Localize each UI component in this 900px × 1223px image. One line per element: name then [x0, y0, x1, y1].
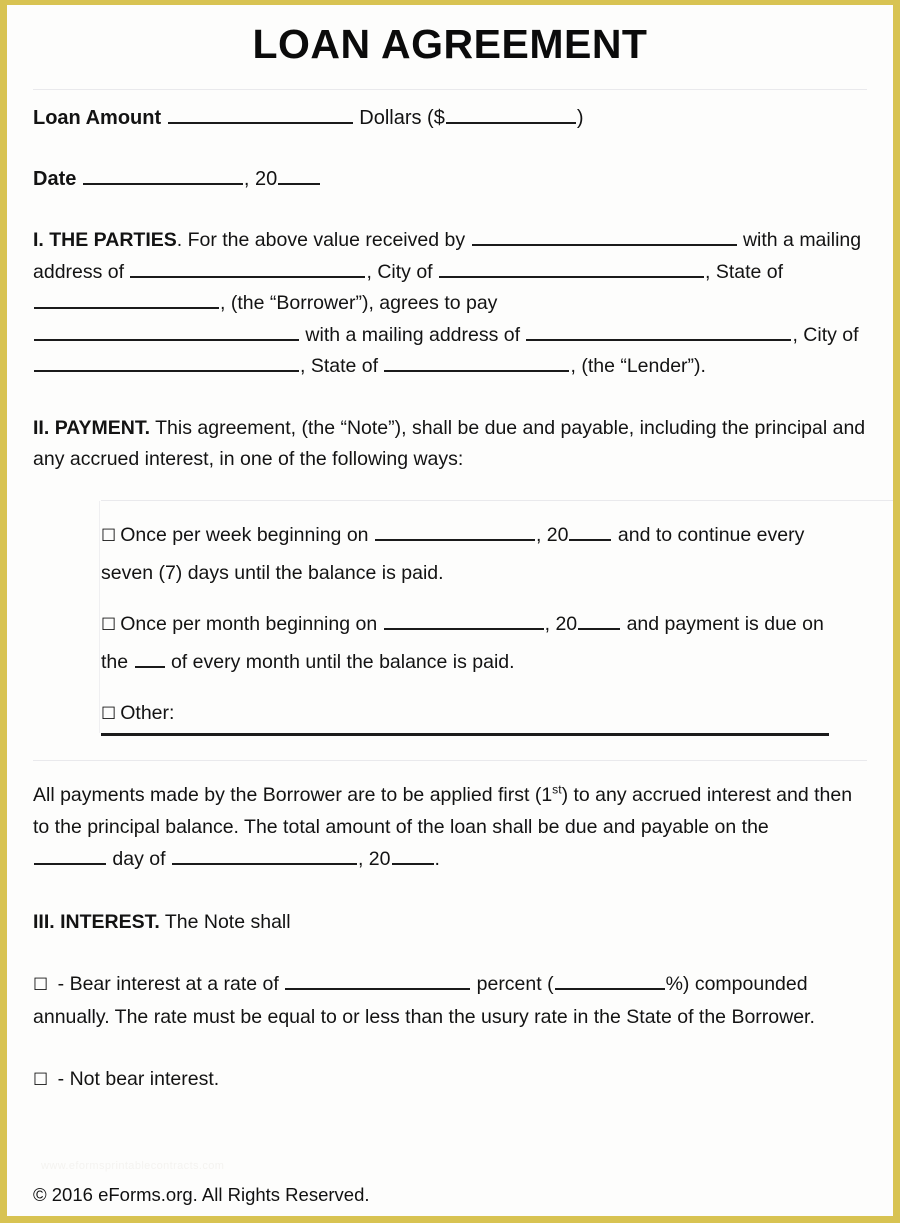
monthly-text-4: the — [101, 650, 129, 673]
weekly-text-1: Once per week beginning on — [120, 523, 369, 546]
monthly-text-2: , 20 — [544, 612, 578, 635]
section-interest — [33, 907, 867, 939]
post-options-divider — [33, 760, 867, 761]
checkbox-icon[interactable]: ☐ — [33, 1070, 49, 1090]
interest-option-bear[interactable] — [33, 968, 867, 1033]
parties-text-8: with a mailing address of — [305, 323, 521, 346]
lender-state-blank[interactable] — [384, 351, 569, 372]
weekly-year-blank[interactable] — [569, 520, 611, 541]
bear-interest-text-2: percent ( — [476, 973, 554, 995]
lender-address-blank[interactable] — [526, 320, 791, 341]
monthly-start-date-blank[interactable] — [384, 609, 544, 630]
monthly-text-1: Once per month beginning on — [120, 612, 378, 635]
payment-option-monthly[interactable] — [101, 592, 867, 681]
checkbox-icon[interactable]: ☐ — [33, 975, 49, 995]
parties-text-2: with a — [742, 229, 794, 251]
checkbox-icon[interactable]: ☐ — [101, 703, 117, 724]
weekly-text-4: seven (7) days until the balance is paid. — [101, 561, 444, 584]
section-parties — [33, 225, 867, 383]
ordinal-suffix: st — [552, 782, 562, 796]
parties-text-12: , (the “Lender”). — [570, 355, 706, 377]
monthly-text-5: of every month until the balance is paid. — [170, 650, 515, 673]
interest-rate-words-blank[interactable] — [285, 969, 470, 990]
monthly-year-blank[interactable] — [578, 609, 620, 630]
loan-amount-row — [33, 103, 867, 133]
after-options-text-5: . — [434, 847, 440, 870]
checkbox-icon[interactable]: ☐ — [101, 614, 117, 635]
interest-option-not-bear[interactable] — [33, 1063, 867, 1096]
interest-rate-percent-blank[interactable] — [555, 969, 665, 990]
weekly-text-2: , 20 — [535, 523, 569, 546]
checkbox-icon[interactable]: ☐ — [101, 525, 117, 546]
parties-text-7: , (the “Borrower”), agrees to pay — [220, 292, 498, 314]
due-day-blank[interactable] — [34, 844, 106, 865]
date-year-blank[interactable] — [278, 164, 320, 185]
page-title: LOAN AGREEMENT — [252, 21, 648, 67]
parties-heading: THE PARTIES — [49, 229, 177, 251]
payment-heading: PAYMENT. — [54, 416, 151, 439]
watermark-text: www.eformsprintablecontracts.com — [41, 1160, 225, 1172]
loan-amount-close-paren: ) — [576, 107, 584, 129]
lender-city-blank[interactable] — [34, 351, 299, 372]
payment-options-block — [33, 501, 867, 733]
borrower-address-blank[interactable] — [130, 257, 365, 278]
dollars-word-label: Dollars ($ — [359, 107, 445, 129]
due-year-blank[interactable] — [392, 844, 434, 865]
payment-option-weekly[interactable] — [101, 501, 867, 592]
payment-application-paragraph — [33, 779, 867, 875]
after-options-text-2: ) to any accrued interest and then to the principal balance. The total amount of the loan shall be due and payable on the — [33, 783, 853, 838]
parties-text-5: , — [705, 260, 711, 283]
lender-name-blank[interactable] — [34, 320, 299, 341]
loan-amount-label: Loan Amount — [33, 107, 162, 129]
date-year-prefix: , 20 — [243, 168, 278, 190]
section-payment — [33, 413, 867, 476]
weekly-text-3: and to continue every — [617, 523, 805, 546]
parties-text-6: State of — [715, 260, 784, 283]
title-divider — [33, 89, 867, 90]
copyright-notice: © 2016 eForms.org. All Rights Reserved. — [33, 1184, 370, 1205]
page-footer — [33, 1160, 853, 1206]
monthly-text-3: and payment is due on — [626, 612, 824, 635]
date-row — [33, 164, 867, 194]
parties-number: I. — [33, 229, 44, 251]
other-text-1: Other: — [120, 701, 175, 724]
borrower-state-blank[interactable] — [34, 288, 219, 309]
page-inner — [7, 5, 893, 1216]
not-bear-interest-text: - Not bear interest. — [57, 1068, 220, 1090]
after-options-text-3: day of — [112, 847, 166, 870]
parties-text-4: , City of — [366, 260, 433, 283]
interest-intro: The Note shall — [164, 910, 291, 933]
parties-text-3: mailing address of — [33, 229, 862, 283]
weekly-start-date-blank[interactable] — [375, 520, 535, 541]
parties-text-10: of — [842, 323, 859, 346]
parties-text-11: , State of — [300, 355, 379, 377]
after-options-text-4: , 20 — [357, 847, 391, 870]
interest-number: III. — [33, 910, 55, 933]
payment-number: II. — [33, 416, 50, 439]
payment-option-other[interactable] — [101, 681, 867, 733]
date-label: Date — [33, 168, 77, 190]
due-month-blank[interactable] — [172, 844, 357, 865]
date-blank[interactable] — [83, 164, 243, 185]
payment-intro: This agreement, (the “Note”), shall be due and payable, including the principal and any accrued interest, in one of the following ways: — [33, 416, 866, 470]
monthly-day-blank[interactable] — [135, 647, 165, 668]
loan-amount-words-blank[interactable] — [168, 103, 353, 124]
borrower-name-blank[interactable] — [472, 225, 737, 246]
interest-heading: INTEREST. — [60, 910, 160, 933]
bear-interest-text-3: %) compounded annually. The rate must be equal to or less than the usury rate in the State of the Borrower. — [33, 973, 815, 1028]
bear-interest-text-1: - Bear interest at a rate of — [57, 973, 279, 995]
loan-amount-numeric-blank[interactable] — [446, 103, 576, 124]
parties-text-1: . For the above value received by — [176, 229, 466, 251]
borrower-city-blank[interactable] — [439, 257, 704, 278]
other-fill-in-rule[interactable] — [101, 733, 829, 736]
parties-text-9: , City — [792, 323, 837, 346]
after-options-text-1: All payments made by the Borrower are to be applied first (1 — [33, 783, 553, 806]
